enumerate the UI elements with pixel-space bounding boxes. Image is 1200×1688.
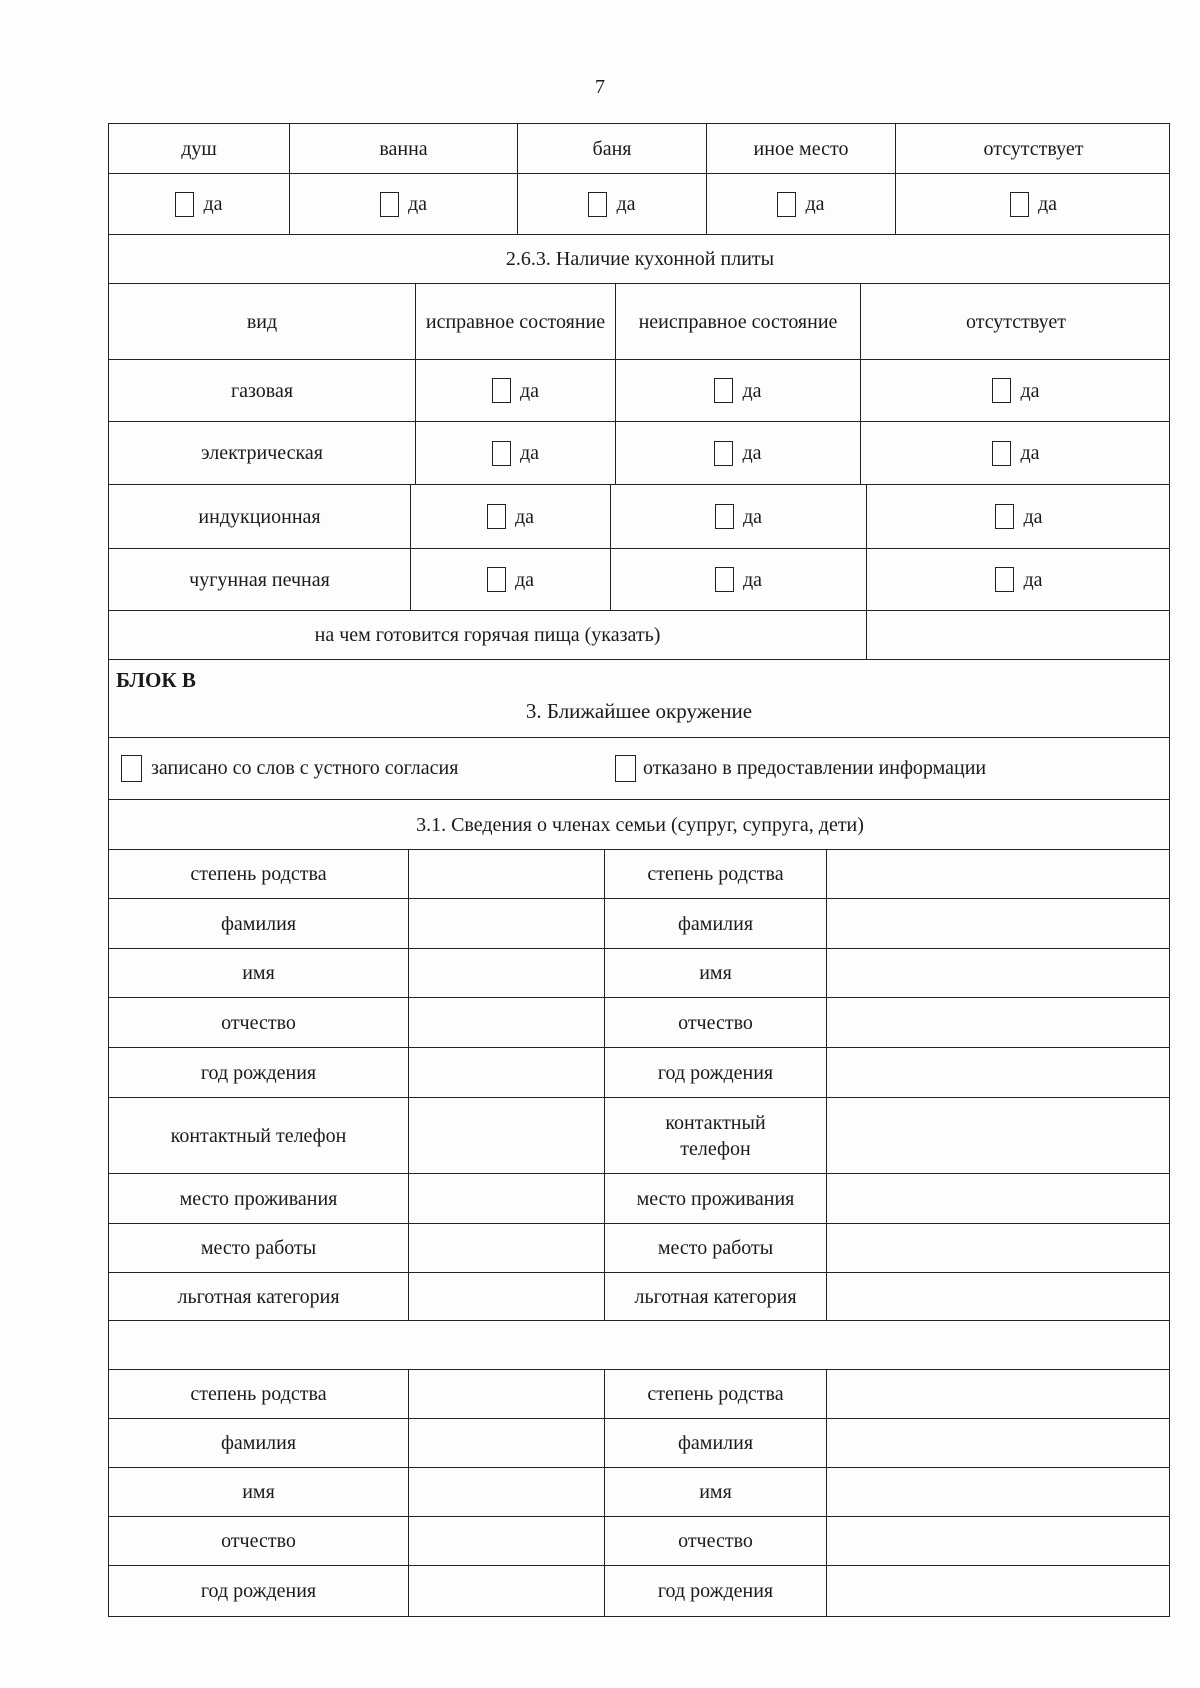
family-row xyxy=(109,1098,1169,1174)
tub-checkbox[interactable] xyxy=(380,192,399,217)
field-label: степень родства xyxy=(109,1370,409,1418)
consent-label: записано со слов с устного согласия xyxy=(151,757,459,779)
family-row xyxy=(109,1273,1169,1321)
hot-food-row xyxy=(109,611,1169,660)
bath-header-tub: ванна xyxy=(290,124,518,173)
field-label: льготная категория xyxy=(605,1273,827,1320)
refused-checkbox[interactable] xyxy=(615,755,636,782)
other-place-checkbox[interactable] xyxy=(777,192,796,217)
field-label: год рождения xyxy=(109,1048,409,1097)
field-label: место проживания xyxy=(605,1174,827,1223)
field-value-input[interactable] xyxy=(827,1048,1171,1097)
cast-iron-absent-checkbox[interactable] xyxy=(995,567,1014,592)
family-title-row xyxy=(109,800,1169,850)
family-row xyxy=(109,1224,1169,1273)
field-label: место работы xyxy=(605,1224,827,1272)
field-label: степень родства xyxy=(605,1370,827,1418)
family-row xyxy=(109,1370,1169,1419)
induction-broken-checkbox[interactable] xyxy=(715,504,734,529)
consent-checkbox[interactable] xyxy=(121,755,142,782)
yes-label: да xyxy=(519,379,540,402)
stove-row-electric xyxy=(109,422,1169,485)
cast-iron-broken-checkbox[interactable] xyxy=(715,567,734,592)
field-value-input[interactable] xyxy=(409,1419,605,1467)
bath-header-banya: баня xyxy=(518,124,707,173)
field-value-input[interactable] xyxy=(409,1517,605,1565)
field-value-input[interactable] xyxy=(827,998,1171,1047)
field-value-input[interactable] xyxy=(409,1468,605,1516)
yes-label: да xyxy=(203,193,223,215)
yes-label: да xyxy=(514,568,535,591)
shower-checkbox[interactable] xyxy=(175,192,194,217)
family-row xyxy=(109,850,1169,899)
stove-header-absent: отсутствует xyxy=(965,310,1067,333)
field-value-input[interactable] xyxy=(409,1370,605,1418)
stove-type-label: электрическая xyxy=(109,422,416,484)
field-label: контактный телефон xyxy=(109,1098,409,1173)
field-value-input[interactable] xyxy=(409,949,605,997)
gas-broken-checkbox[interactable] xyxy=(714,378,733,403)
yes-label: да xyxy=(407,193,428,215)
field-value-input[interactable] xyxy=(409,899,605,948)
field-label: отчество xyxy=(605,1517,827,1565)
yes-label: да xyxy=(742,379,762,402)
field-value-input[interactable] xyxy=(827,1468,1171,1516)
bath-header-other: иное место xyxy=(707,124,896,173)
stove-row-induction xyxy=(109,485,1169,549)
stove-header-row xyxy=(109,284,1169,360)
yes-label: да xyxy=(742,442,762,464)
stove-header-type: вид xyxy=(109,284,416,359)
yes-label: да xyxy=(1023,568,1043,591)
yes-label: да xyxy=(519,442,540,464)
stove-section-title: 2.6.3. Наличие кухонной плиты xyxy=(505,248,775,270)
family-row xyxy=(109,1566,1169,1616)
field-value-input[interactable] xyxy=(827,899,1171,948)
stove-header-working: исправное состояние xyxy=(416,284,616,359)
bath-header-shower: душ xyxy=(109,124,290,173)
consent-row xyxy=(109,738,1169,800)
field-label: отчество xyxy=(605,998,827,1047)
induction-working-checkbox[interactable] xyxy=(487,504,506,529)
family-row xyxy=(109,899,1169,949)
field-value-input[interactable] xyxy=(827,949,1171,997)
induction-absent-checkbox[interactable] xyxy=(995,504,1014,529)
field-label: имя xyxy=(605,949,827,997)
yes-label: да xyxy=(742,505,763,528)
stove-type-label: чугунная печная xyxy=(109,549,411,610)
page-number: 7 xyxy=(595,76,605,98)
block-label: БЛОК В xyxy=(116,668,196,692)
field-value-input[interactable] xyxy=(409,850,605,898)
field-label: имя xyxy=(109,949,409,997)
stove-title-row xyxy=(109,235,1169,284)
field-value-input[interactable] xyxy=(409,1174,605,1223)
field-label: имя xyxy=(109,1468,409,1516)
field-label: фамилия xyxy=(605,899,827,948)
spacer-row xyxy=(109,1321,1169,1370)
field-value-input[interactable] xyxy=(827,1370,1171,1418)
electric-broken-checkbox[interactable] xyxy=(714,441,733,466)
field-label: отчество xyxy=(109,998,409,1047)
yes-label: да xyxy=(1023,505,1043,528)
electric-working-checkbox[interactable] xyxy=(492,441,511,466)
yes-label: да xyxy=(514,505,535,528)
field-label: фамилия xyxy=(605,1419,827,1467)
field-value-input[interactable] xyxy=(409,1273,605,1320)
bath-absent-checkbox[interactable] xyxy=(1010,192,1029,217)
field-label: фамилия xyxy=(109,1419,409,1467)
family-row xyxy=(109,1048,1169,1098)
field-value-input[interactable] xyxy=(827,1174,1171,1223)
stove-header-broken: неисправное состояние xyxy=(616,284,861,359)
yes-label: да xyxy=(805,193,825,215)
block-v-row xyxy=(109,660,1169,738)
form-table xyxy=(108,123,1170,1617)
family-section-title: 3.1. Сведения о членах семьи (супруг, супруга, дети) xyxy=(416,813,864,836)
yes-label: да xyxy=(1037,193,1058,215)
field-label: фамилия xyxy=(109,899,409,948)
stove-type-label: газовая xyxy=(109,360,416,421)
field-value-input[interactable] xyxy=(409,1098,605,1173)
field-label: место работы xyxy=(109,1224,409,1272)
stove-row-cast-iron xyxy=(109,549,1169,611)
electric-absent-checkbox[interactable] xyxy=(992,441,1011,466)
family-row xyxy=(109,1517,1169,1566)
field-label: имя xyxy=(605,1468,827,1516)
block-v-title: 3. Ближайшее окружение xyxy=(525,699,753,723)
field-value-input[interactable] xyxy=(409,998,605,1047)
family-row xyxy=(109,998,1169,1048)
family-row xyxy=(109,1419,1169,1468)
field-value-input[interactable] xyxy=(827,1273,1171,1320)
field-value-input[interactable] xyxy=(827,1517,1171,1565)
yes-label: да xyxy=(1020,442,1040,464)
field-label: отчество xyxy=(109,1517,409,1565)
field-label: степень родства xyxy=(109,850,409,898)
field-value-input[interactable] xyxy=(409,1224,605,1272)
field-label: место проживания xyxy=(109,1174,409,1223)
field-label: год рождения xyxy=(605,1048,827,1097)
field-value-input[interactable] xyxy=(827,1224,1171,1272)
family-row xyxy=(109,1174,1169,1224)
field-label: льготная категория xyxy=(109,1273,409,1320)
gas-working-checkbox[interactable] xyxy=(492,378,511,403)
banya-checkbox[interactable] xyxy=(588,192,607,217)
field-value-input[interactable] xyxy=(409,1048,605,1097)
field-label: степень родства xyxy=(605,850,827,898)
cast-iron-working-checkbox[interactable] xyxy=(487,567,506,592)
bath-checkbox-row xyxy=(109,174,1169,235)
bath-header-row xyxy=(109,124,1169,174)
hot-food-label: на чем готовится горячая пища (указать) xyxy=(109,611,867,659)
yes-label: да xyxy=(1020,379,1040,402)
gas-absent-checkbox[interactable] xyxy=(992,378,1011,403)
field-label: контактный телефон xyxy=(605,1098,827,1173)
stove-row-gas xyxy=(109,360,1169,422)
yes-label: да xyxy=(616,193,636,215)
field-value-input[interactable] xyxy=(409,1566,605,1616)
bath-header-absent: отсутствует xyxy=(983,137,1084,160)
refused-label: отказано в предоставлении информации xyxy=(643,757,987,779)
field-value-input[interactable] xyxy=(827,1566,1171,1616)
field-value-input[interactable] xyxy=(827,850,1171,898)
field-value-input[interactable] xyxy=(827,1098,1171,1173)
stove-type-label: индукционная xyxy=(109,485,411,548)
yes-label: да xyxy=(742,568,763,591)
field-label: год рождения xyxy=(605,1566,827,1616)
family-row xyxy=(109,1468,1169,1517)
hot-food-input[interactable] xyxy=(867,611,1171,659)
family-row xyxy=(109,949,1169,998)
field-label: год рождения xyxy=(109,1566,409,1616)
field-value-input[interactable] xyxy=(827,1419,1171,1467)
